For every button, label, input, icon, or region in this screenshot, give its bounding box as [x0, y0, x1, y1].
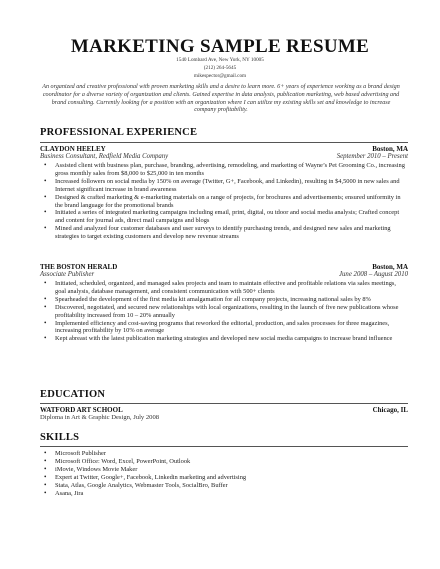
list-item: • Spearheaded the development of the first media kit amalgamation for all company projects, increasing national sales by 8%: [55, 296, 407, 304]
list-item: • Mined and analyzed four customer databases and user surveys to identify purchasing trends, and designed new sales and marketing strategies to target existing customers and develop new revenue streams: [55, 225, 407, 241]
job-subheader: [40, 153, 408, 160]
company-name: CLAYDON HEELEY: [40, 145, 106, 153]
section-title-skills: SKILLS: [40, 432, 80, 443]
address: 1540 Lombard Ave, New York, NY 10005: [176, 57, 264, 63]
list-item: • Asana, Jira: [55, 490, 407, 498]
job-header: [40, 263, 408, 271]
job-location: Boston, MA: [372, 145, 408, 153]
resume-title: MARKETING SAMPLE RESUME: [70, 36, 370, 57]
list-item: • Assisted client with business plan, purchase, branding, advertising, remodeling, and marketing of Wayne’s Pet Grooming Co., increasing gross monthly sales from $8,000 to $25,000 in ten months: [55, 162, 407, 178]
job-subheader: [40, 271, 408, 278]
job-bullet-list: [40, 280, 407, 343]
list-item: • iMovie, Windows Movie Maker: [55, 466, 407, 474]
list-item: • Increased followers on social media by 150% on average (Twitter, G+, Facebook, and Linkedin), resulting in $4,5000 in new sales and Internet significant increase in brand awareness: [55, 178, 407, 194]
section-divider: [40, 403, 408, 404]
job-role: Associate Publisher: [40, 271, 95, 278]
list-item: • Microsoft Publisher: [55, 450, 407, 458]
list-item: • Kept abreast with the latest publication marketing strategies and developed new social media campaigns to increase brand influence: [55, 335, 407, 343]
degree: Diploma in Art & Graphic Design, July 2008: [40, 414, 160, 421]
list-item: • Microsoft Office: Word, Excel, PowerPoint, Outlook: [55, 458, 407, 466]
list-item: • Initiated a series of integrated marketing campaigns including email, print, digital, ou tdoor and social media analysis; Crafted concept and content for journal ads, direct mail campaigns and blogs: [55, 209, 407, 225]
education-header: [40, 406, 408, 414]
job-dates: September 2010 – Present: [336, 153, 408, 160]
section-divider: [40, 446, 408, 447]
email: mikespector@gmail.com: [193, 73, 247, 79]
list-item: • Expert at Twitter, Google+, Facebook, Linkedin marketing and advertising: [55, 474, 407, 482]
job-role: Business Consultant, Redfield Media Company: [40, 153, 169, 160]
school-location: Chicago, IL: [372, 406, 408, 414]
company-name: THE BOSTON HERALD: [40, 263, 118, 271]
list-item: • Discovered, negotiated, and secured new relationships with local organizations, resulting in the launch of five new publications whose profitability increased from 10 – 20% annually: [55, 304, 407, 320]
school-name: WATFORD ART SCHOOL: [40, 406, 123, 414]
section-title-education: EDUCATION: [40, 389, 106, 400]
list-item: • Designed & crafted marketing & e-marketing materials on a range of projects, for brochures and advertisements; ensured uniformity in the brand language for the promotional brands: [55, 194, 407, 210]
skills-list: [40, 450, 407, 497]
phone: (212) 264-5645: [203, 65, 237, 71]
list-item: • Initiated, scheduled, organized, and managed sales projects and team to maintain effective and profitable relations via sales meetings, goal analysis, database management, and consistent communication with 500+ clients: [55, 280, 407, 296]
job-header: [40, 145, 408, 153]
job-bullet-list: [40, 162, 407, 241]
job-dates: June 2008 – August 2010: [339, 271, 408, 278]
job-location: Boston, MA: [372, 263, 408, 271]
list-item: • Implemented efficiency and cost-saving programs that reworked the editorial, production, and sales processes for three magazines, increasing profitability by 10% on average: [55, 320, 407, 336]
section-title-experience: PROFESSIONAL EXPERIENCE: [40, 127, 198, 138]
summary-paragraph: An organized and creative professional with proven marketing skills and a desire to learn more. 6+ years of experience working as a brand design coordinator for a diverse variety of organization and clients. Gained expertise in data analysis, publication marketing, web based advertising and brand consulting. Currently looking for a position with an organization where I can utilize my existing skills set and knowledge to increase company profitability.: [42, 84, 400, 114]
section-divider: [40, 142, 408, 143]
list-item: • Stata, Atlas, Google Analytics, Webmaster Tools, SocialBro, Buffer: [55, 482, 407, 490]
